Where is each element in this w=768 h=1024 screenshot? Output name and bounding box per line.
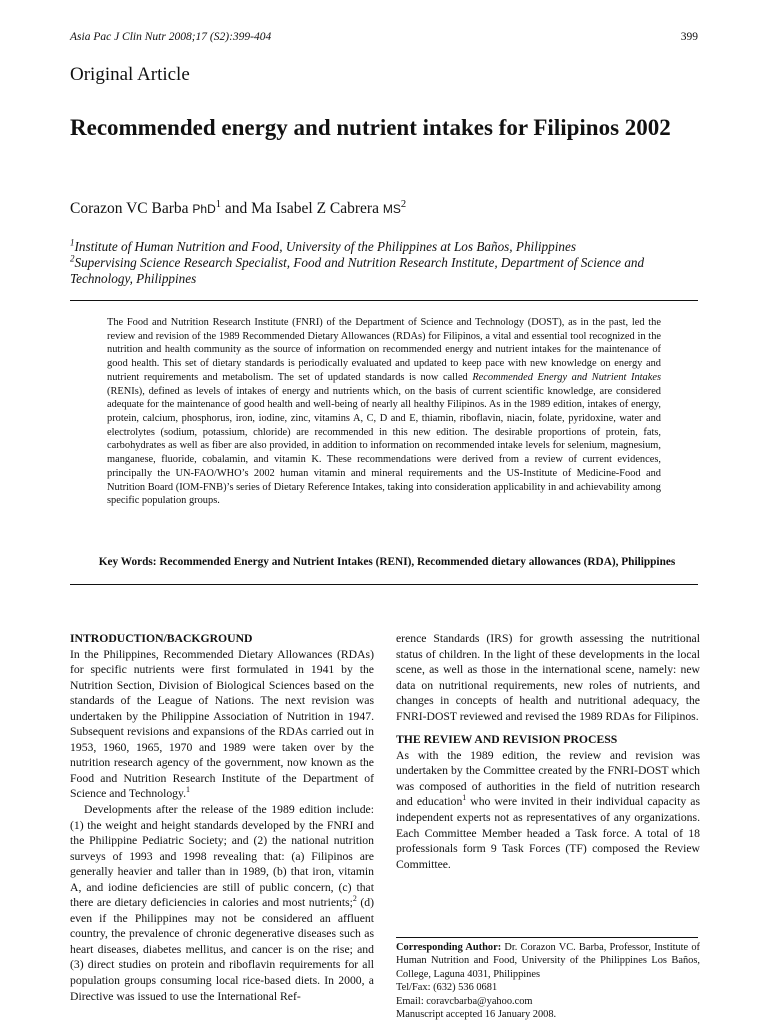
author-2-degree: MS — [382, 202, 401, 216]
divider-top — [70, 300, 698, 301]
divider-bottom — [70, 584, 698, 585]
intro-paragraph-2-text-b: (d) even if the Philippines may not be considered an affluent country, the prevalence of chronic degenerative diseases such as heart diseases, diabetes mellitus, and cancer is on the rise; and (3) direct studies on protein and riboflavin requirements for all population groups consuming local rice-based diets. In 2000, a Directive was issued to use the International Ref- — [70, 896, 374, 1003]
intro-continuation: erence Standards (IRS) for growth assessing the nutritional status of children. In the light of these developments in the local scene, as well as those in the international scene, namely: new data on nutritional requirements, new roles of nutrients, and changes in concepts of health and nutritional adequacy, the FNRI-DOST reviewed and revised the 1989 RDAs for Filipinos. — [396, 632, 700, 723]
author-conjunction: and — [224, 200, 248, 217]
abstract-part-2: (RENIs), defined as levels of intakes of energy and nutrients which, on the basis of current scientific knowledge, are considered adequate for the maintenance of good health and well-being of nearly all healthy Filipinos. As in the 1989 edition, intakes of energy, protein, calcium, phosphorus, iron, iodine, zinc, vitamins A, C, D and E, thiamin, riboflavin, niacin, folate, pyridoxine, water and electrolytes (sodium, potassium, chloride) are recommended in this new edition. The desirable proportions of protein, fats, carbohydrates as well as fiber are also provided, in addition to information on recommended intake levels for selenium, magnesium, manganese, fluoride, cobalamin, and vitamin K. These recommendations were derived from a review of current evidences, principally the UN-FAO/WHO’s 2002 human vitamin and mineral requirements and the US-Institute of Medicine-Food and Nutrition Board (IOM-FNB)’s series of Dietary Reference Intakes, taking into consideration applicability in and achievability among specific population groups. — [107, 385, 661, 507]
correspondence-email: Email: coravcbarba@yahoo.com — [396, 995, 533, 1007]
journal-citation: Asia Pac J Clin Nutr 2008;17 (S2):399-404 — [70, 31, 272, 43]
correspondence-tel: Tel/Fax: (632) 536 0681 — [396, 982, 498, 994]
intro-paragraph-2 — [70, 802, 374, 1004]
review-paragraph-1-text-b: who were invited in their individual capacity as independent experts not as representatives of any organizations. Each Committee Member headed a Task force. A total of 18 professionals form 9 Task Forces (TF) composed the Review Committee. — [396, 795, 700, 871]
affiliation-2-text: Supervising Science Research Specialist, Food and Nutrition Research Institute, Department of Science and Technology, Philippines — [70, 255, 645, 286]
article-title: Recommended energy and nutrient intakes for Filipinos 2002 — [70, 115, 671, 140]
intro-paragraph-2-ref: 2 — [352, 894, 357, 904]
review-paragraph-1 — [396, 748, 700, 872]
author-2-affiliation-ref: 2 — [400, 198, 407, 210]
intro-paragraph-2-text-a: Developments after the release of the 1989 edition include: (1) the weight and height standards developed by the FNRI and the Philippine Pediatric Society; and (2) the national nutrition surveys of 1993 and 1998 revealing that: (a) Filipinos are generally heavier and taller than in 1989, (b) that iron, vitamin A, and iodine deficiencies are still of public concern, (c) that there are dietary deficiencies in calories and most nutrients; — [70, 803, 374, 910]
affiliation-1-ref: 1 — [70, 237, 75, 248]
body-column-left — [70, 631, 374, 1004]
author-1-name: Corazon VC Barba — [70, 200, 189, 217]
correspondence-label: Corresponding Author: — [396, 942, 502, 953]
author-1-degree: PhD — [192, 202, 216, 216]
body-column-right — [396, 631, 700, 872]
manuscript-accepted: Manuscript accepted 16 January 2008. — [396, 1009, 557, 1021]
intro-paragraph-1-ref: 1 — [186, 785, 190, 795]
review-paragraph-1-text-a: As with the 1989 edition, the review and revision was undertaken by the Committee created by the FNRI-DOST which was composed of authorities in the field of nutrition research and education — [396, 748, 700, 809]
article-type-label: Original Article — [70, 64, 190, 85]
correspondence-block — [396, 941, 700, 1021]
correspondence-divider — [396, 937, 698, 938]
author-1-affiliation-ref: 1 — [215, 198, 222, 210]
intro-paragraph-1-text: In the Philippines, Recommended Dietary Allowances (RDAs) for specific nutrients were first formulated in 1941 by the Nutrition Section, Division of Biological Sciences based on the standards of the League of Nations. The next revision was undertaken by the Philippine Association of Nutrition in 1947. Subsequent revisions and expansions of the RDAs carried out in 1953, 1960, 1965, 1970 and 1989 were taken over by the nutrition research agency of the government, now known as the Food and Nutrition Research Institute of the Department of Science and Technology. — [70, 647, 374, 801]
page-number: 399 — [680, 31, 698, 43]
affiliation-1-text: Institute of Human Nutrition and Food, University of the Philippines at Los Baños, Philippines — [74, 239, 576, 254]
keywords: Key Words: Recommended Energy and Nutrient Intakes (RENI), Recommended dietary allowances (RDA), Philippines — [98, 556, 676, 568]
affiliation-1 — [70, 239, 698, 255]
intro-paragraph-1 — [70, 647, 374, 802]
abstract-part-1: The Food and Nutrition Research Institute (FNRI) of the Department of Science and Technology (DOST), as in the past, led the review and revision of the 1989 Recommended Dietary Allowances (RDAs) for Filipinos, a vital and essential tool recognized in the nutrition and health community as the source of information on recommended energy and nutrient intakes for the maintenance of good health. This set of dietary standards is periodically evaluated and updated to keep pace with new knowledge on energy and nutrient requirements and metabolism. The set of updated standards is now called — [107, 317, 661, 383]
section-heading-introduction: INTRODUCTION/BACKGROUND — [70, 632, 253, 645]
section-heading-review: THE REVIEW AND REVISION PROCESS — [396, 733, 618, 747]
abstract — [107, 316, 661, 508]
correspondence-address: Dr. Corazon VC. Barba, Professor, Institute of Human Nutrition and Food, University of the Philippines Los Baños, College, Laguna 4031, Philippines — [396, 942, 700, 980]
abstract-italic-term: Recommended Energy and Nutrient Intakes — [472, 371, 661, 383]
review-paragraph-1-ref: 1 — [462, 793, 467, 803]
author-line — [70, 200, 406, 218]
affiliation-2 — [70, 255, 698, 286]
affiliation-2-ref: 2 — [70, 253, 75, 264]
author-2-name: Ma Isabel Z Cabrera — [251, 200, 379, 217]
abstract-text — [107, 316, 661, 508]
correspondence-author — [396, 941, 700, 981]
